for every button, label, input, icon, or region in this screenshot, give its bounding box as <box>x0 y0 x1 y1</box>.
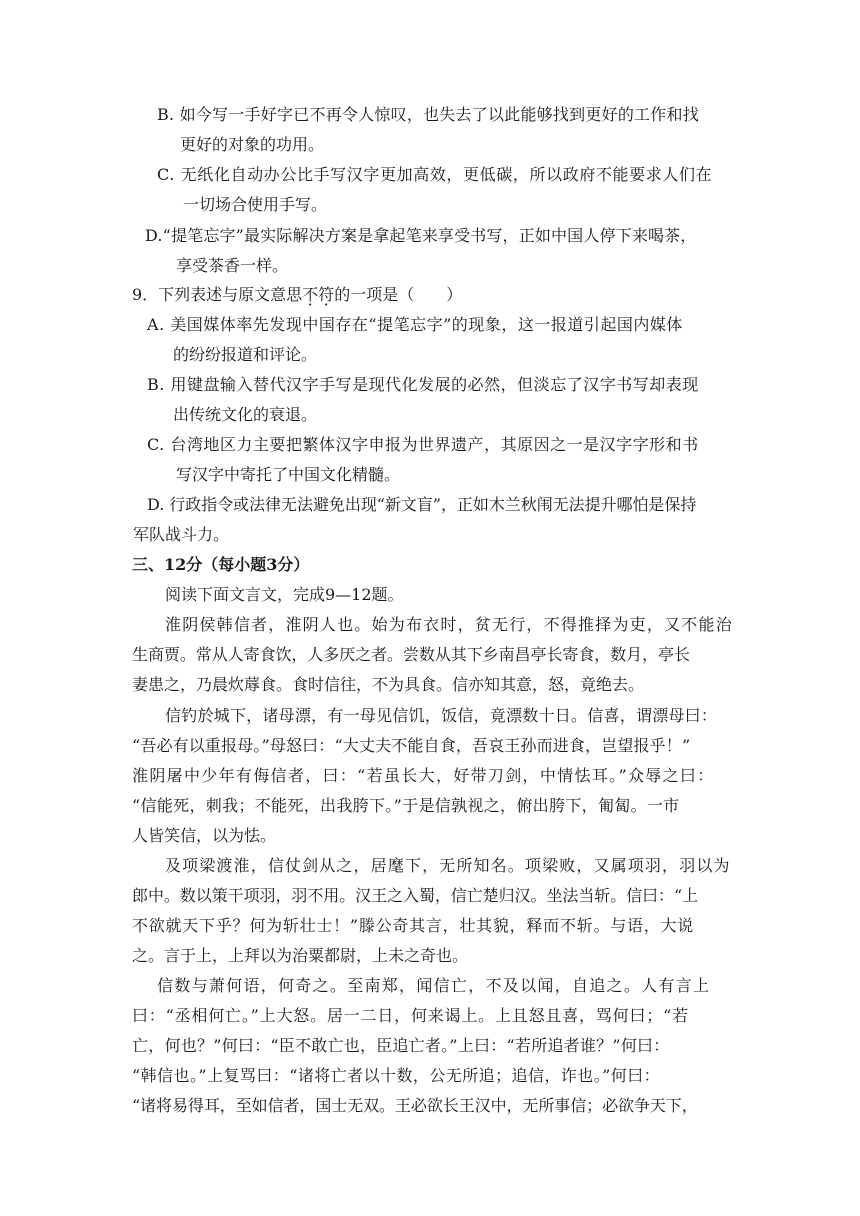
passage-p1-line3: 妻患之，乃晨炊蓐食。食时信往，不为具食。信亦知其意，怒，竟绝去。 <box>132 675 645 694</box>
passage-p4-line2: 曰：“丞相何亡。”上大怒。居一二日，何来谒上。上且怒且喜，骂何曰；“若 <box>132 1006 689 1025</box>
q9-option-c-line1: C. 台湾地区力主要把繁体汉字申报为世界遗产，其原因之一是汉字字形和书 <box>147 435 699 454</box>
q9-option-a-line1: A. 美国媒体率先发现中国存在“提笔忘字”的现象，这一报道引起国内媒体 <box>147 315 683 334</box>
passage-p3-line1: 及项梁渡淮，信仗剑从之，居麾下，无所知名。项梁败，又属项羽，羽以为 <box>165 856 731 875</box>
q8-option-d-line2: 享受茶香一样。 <box>176 256 289 275</box>
q9-option-c-line2: 写汉字中寄托了中国文化精髓。 <box>176 465 401 484</box>
passage-p4-line5: “诸将易得耳，至如信者，国士无双。王必欲长王汉中，无所事信；必欲争天下， <box>132 1096 698 1115</box>
q8-option-b-line1: B. 如今写一手好字已不再令人惊叹，也失去了以此能够找到更好的工作和找 <box>157 105 699 124</box>
q8-option-b-line2: 更好的对象的功用。 <box>180 135 325 154</box>
passage-p2-line1: 信钓於城下，诸母漂，有一母见信饥，饭信，竟漂数十日。信喜，谓漂母曰： <box>165 706 718 725</box>
q9-option-d-line1: D. 行政指令或法律无法避免出现“新文盲”，正如木兰秋闱无法提升哪怕是保持 <box>147 495 697 514</box>
passage-p2-line3: 淮阴屠中少年有侮信者，曰：“若虽长大，好带刀剑，中情怯耳。”众辱之曰： <box>132 766 715 785</box>
q9-stem-post: 的一项是（ ） <box>334 285 463 304</box>
q9-stem <box>132 285 462 305</box>
passage-p4-line3: 亡，何也？”何曰：“臣不敢亡也，臣追亡者。”上曰：“若所追者谁？”何曰： <box>132 1036 670 1055</box>
q9-option-b-line2: 出传统文化的衰退。 <box>173 405 318 424</box>
q8-option-c-line1: C. 无纸化自动办公比手写汉字更加高效，更低碳，所以政府不能要求人们在 <box>157 165 713 184</box>
q9-option-d-line2: 军队战斗力。 <box>133 525 230 544</box>
passage-p3-line2: 郎中。数以策干项羽，羽不用。汉王之入蜀，信亡楚归汉。坐法当斩。信曰：“上 <box>132 886 699 905</box>
passage-p4-line4: “韩信也。”上复骂曰：“诸将亡者以十数，公无所追；追信，诈也。”何曰： <box>132 1066 661 1085</box>
passage-p2-line2: “吾必有以重报母。”母怒曰：“大丈夫不能自食，吾哀王孙而进食，岂望报乎！” <box>132 736 691 755</box>
q9-option-a-line2: 的纷纷报道和评论。 <box>173 345 318 364</box>
section-3-heading: 三、12分（每小题3分） <box>132 555 310 574</box>
q9-emphasis-char-1: 不 <box>302 285 319 304</box>
passage-p4-line1: 信数与萧何语，何奇之。至南郑，闻信亡，不及以闻，自追之。人有言上 <box>157 976 711 995</box>
section-3-instructions: 阅读下面文言文，完成9—12题。 <box>165 585 404 604</box>
passage-p2-line4: “信能死，刺我；不能死，出我胯下。”于是信孰视之，俯出胯下，匍匐。一市 <box>132 796 680 815</box>
q8-option-c-line2: 一切场合使用手写。 <box>183 195 328 214</box>
q9-stem-pre: 9．下列表述与原文意思 <box>132 285 303 304</box>
passage-p1-line2: 生商贾。常从人寄食饮，人多厌之者。尝数从其下乡南昌亭长寄食，数月，亭长 <box>132 645 690 664</box>
passage-p3-line3: 不欲就天下乎？何为斩壮士！”滕公奇其言，壮其貌，释而不斩。与语，大说 <box>132 916 695 935</box>
passage-p3-line4: 之。言于上，上拜以为治粟都尉，上未之奇也。 <box>132 946 469 965</box>
q8-option-d-line1: D.“提笔忘字”最实际解决方案是拿起笔来享受书写，正如中国人停下来喝茶， <box>145 226 697 245</box>
q9-option-b-line1: B. 用键盘输入替代汉字手写是现代化发展的必然，但淡忘了汉字书写却表现 <box>147 375 699 394</box>
q9-emphasis-char-2: 符 <box>318 285 335 304</box>
passage-p1-line1: 淮阴侯韩信者，淮阴人也。始为布衣时，贫无行，不得推择为吏，又不能治 <box>165 615 733 634</box>
passage-p2-line5: 人皆笑信，以为怯。 <box>132 826 277 845</box>
